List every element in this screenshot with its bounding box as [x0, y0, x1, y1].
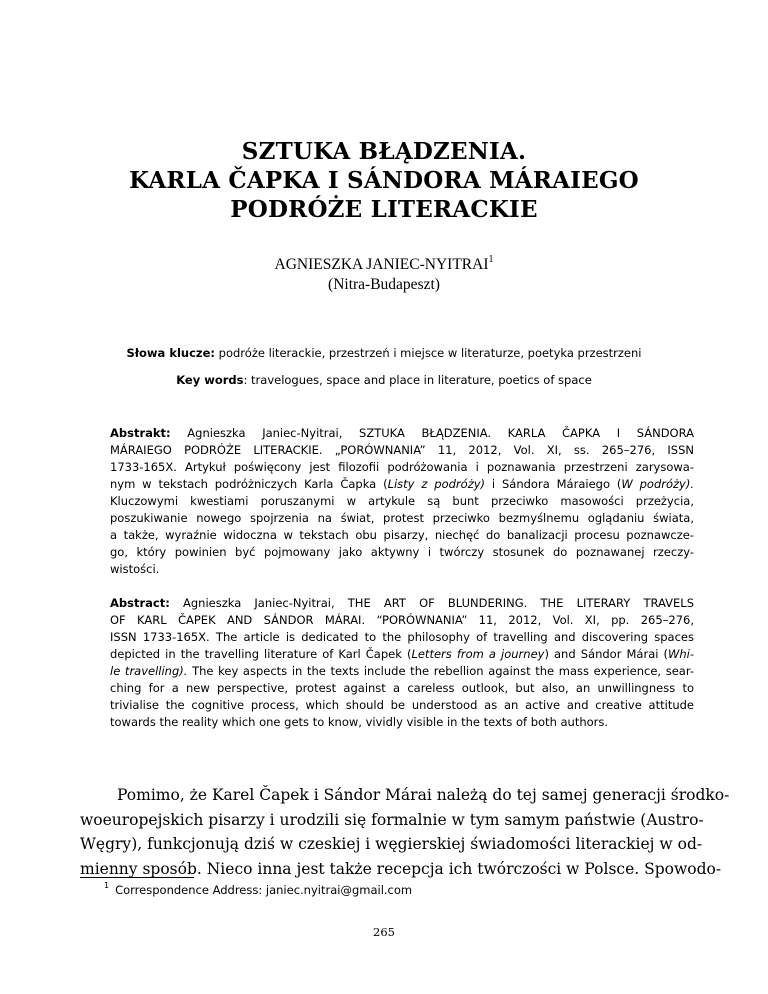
author-name: AGNIESZKA JANIEC-NYITRAI — [274, 256, 489, 273]
abstract-pl-italic: Listy z podróży) — [387, 477, 486, 491]
abstract-en-line — [110, 663, 694, 680]
abstract-en-text: The key aspects in the texts include the rebellion against the mass experience, sear- — [187, 664, 694, 678]
title-line-2: KARLA ČAPKA I SÁNDORA MÁRAIEGO — [129, 167, 639, 194]
abstract-en-text: depicted in the travelling literature of Karl Čapek ( — [110, 647, 412, 661]
abstract-pl-label: Abstrakt: — [110, 426, 171, 440]
abstract-pl-text: Agnieszka Janiec-Nyitrai, SZTUKA BŁĄDZENIA. KARLA ČAPKA I SÁNDORA — [187, 426, 695, 440]
page-number: 265 — [373, 925, 395, 939]
abstract-pl-line — [110, 425, 694, 442]
abstract-en-italic: le travelling). — [110, 664, 188, 678]
abstract-pl-line: go, który powinien być pojmowany jako aktywny i twórczy stosunek do poznawanej rzeczy- — [110, 545, 694, 559]
author-block — [80, 255, 688, 295]
keywords-en-label: Key words — [176, 373, 244, 387]
abstract-pl-line — [110, 476, 694, 493]
abstract-en-line: towards the reality which one gets to know, vividly visible in the texts of both authors. — [110, 715, 609, 729]
footnote — [104, 882, 412, 898]
author-footnote-mark: 1 — [488, 254, 494, 265]
footnote-mark: 1 — [104, 881, 110, 890]
abstract-pl-italic: W podróży). — [621, 477, 694, 491]
abstract-pl-line: wistości. — [110, 562, 160, 576]
footnote-separator — [80, 877, 194, 878]
body-line: Węgry), funkcjonują dziś w czeskiej i węgierskiej świadomości literackiej w od- — [80, 835, 703, 853]
abstract-en-line — [110, 595, 694, 612]
keywords-en — [80, 372, 688, 388]
abstract-pl-line: Kluczowymi kwestiami poruszanymi w artykule są bunt przeciwko masowości przeżycia, — [110, 494, 694, 508]
title-line-3: PODRÓŻE LITERACKIE — [230, 196, 538, 223]
abstract-en-line: ching for a new perspective, protest against a careless outlook, but also, an unwillingness to — [110, 681, 694, 695]
abstract-en-line: OF KARL ČAPEK AND SÁNDOR MÁRAI. “PORÓWNANIA” 11, 2012, Vol. XI, pp. 265–276, — [110, 613, 694, 627]
article-title — [80, 137, 688, 224]
abstract-en-line: ISSN 1733-165X. The article is dedicated to the philosophy of travelling and discovering spaces — [110, 630, 694, 644]
abstract-en — [110, 595, 694, 731]
abstract-en-line — [110, 646, 694, 663]
keywords-en-text: : travelogues, space and place in literature, poetics of space — [243, 373, 592, 387]
body-line: woeuropejskich pisarzy i urodzili się formalnie w tym samym państwie (Austro- — [80, 810, 704, 829]
body-paragraph — [80, 783, 730, 881]
abstract-pl-line: 1733-165X. Artykuł poświęcony jest filozofii podróżowania i poznawania przestrzeni zarysowa- — [110, 460, 694, 474]
abstract-en-text: Agnieszka Janiec-Nyitrai, THE ART OF BLUNDERING. THE LITERARY TRAVELS — [183, 596, 695, 610]
body-line: Pomimo, że Karel Čapek i Sándor Márai należą do tej samej generacji środko- — [117, 786, 730, 804]
keywords-pl — [80, 345, 688, 361]
abstract-pl-text: nym w tekstach podróżniczych Karla Čapka ( — [110, 477, 388, 491]
body-line: mienny sposób. Nieco inna jest także recepcja ich twórczości w Polsce. Spowodo- — [80, 859, 722, 878]
abstract-en-text: ) and Sándor Márai ( — [544, 647, 668, 661]
title-line-1: SZTUKA BŁĄDZENIA. — [241, 138, 527, 165]
footnote-text: Correspondence Address: janiec.nyitrai@gmail.com — [115, 883, 413, 897]
author-affiliation: (Nitra-Budapeszt) — [328, 276, 440, 293]
abstract-en-italic: Whi- — [668, 647, 695, 661]
keywords-pl-label: Słowa klucze: — [126, 346, 216, 360]
abstract-en-italic: Letters from a journey — [411, 647, 545, 661]
abstract-pl — [110, 425, 694, 578]
abstract-en-line: trivialise the cognitive process, which should be understood as an active and creative attitude — [110, 698, 694, 712]
author-name-line — [80, 255, 688, 275]
abstract-pl-line: MÁRAIEGO PODRÓŻE LITERACKIE. „PORÓWNANIA” 11, 2012, Vol. XI, ss. 265–276, ISSN — [110, 443, 694, 457]
keywords-pl-text: podróże literackie, przestrzeń i miejsce w literaturze, poetyka przestrzeni — [218, 346, 642, 360]
abstract-pl-line: poszukiwanie nowego spojrzenia na świat, protest przeciwko bezmyślnemu oglądaniu świata, — [110, 511, 694, 525]
abstract-pl-line: a także, wyraźnie widoczna w tekstach obu pisarzy, niechęć do banalizacji procesu poznawcze- — [110, 528, 694, 542]
abstract-pl-text: i Sándora Máraiego ( — [485, 477, 622, 491]
abstract-en-label: Abstract: — [110, 596, 170, 610]
